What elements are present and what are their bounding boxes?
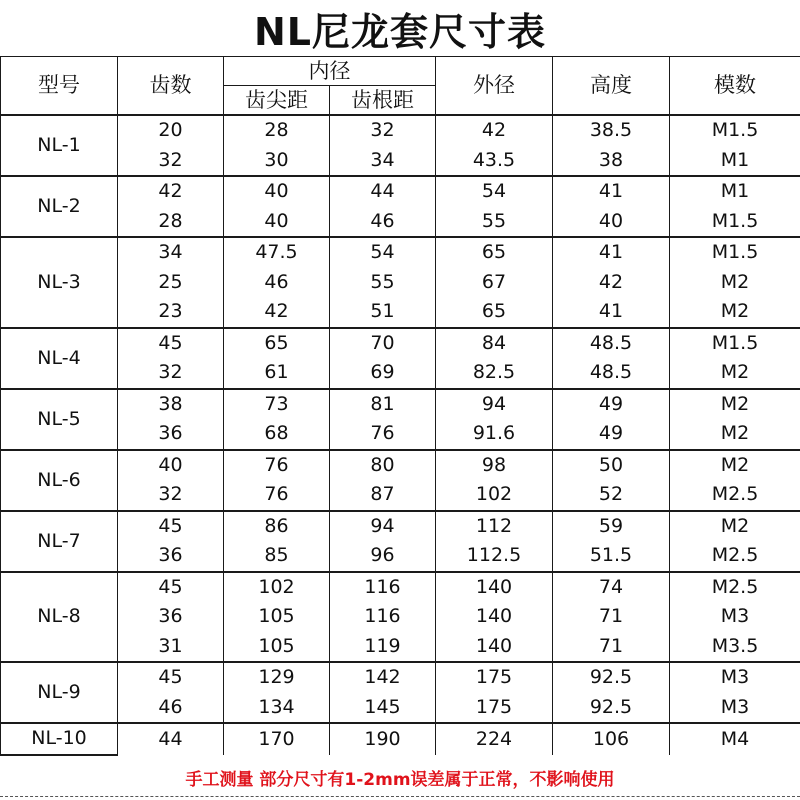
table-row: [1, 268, 800, 298]
root-distance-cell: 87: [330, 480, 436, 511]
height-cell: 38.5: [553, 115, 670, 146]
teeth-cell: 23: [118, 297, 224, 328]
outer-diameter-cell: 140: [436, 602, 553, 632]
module-cell: M2.5: [670, 480, 800, 511]
root-distance-cell: 46: [330, 207, 436, 238]
outer-diameter-cell: 67: [436, 268, 553, 298]
height-cell: 40: [553, 207, 670, 238]
teeth-cell: 32: [118, 358, 224, 389]
root-distance-cell: 51: [330, 297, 436, 328]
module-cell: M4: [670, 723, 800, 755]
root-distance-cell: 116: [330, 602, 436, 632]
tip-distance-cell: 40: [224, 176, 330, 207]
tip-distance-cell: 42: [224, 297, 330, 328]
outer-diameter-cell: 42: [436, 115, 553, 146]
outer-diameter-cell: 43.5: [436, 146, 553, 177]
tip-distance-cell: 102: [224, 572, 330, 603]
page-title: NL尼龙套尺寸表: [253, 9, 547, 54]
table-row: [1, 572, 800, 603]
module-cell: M2: [670, 358, 800, 389]
outer-diameter-cell: 91.6: [436, 419, 553, 450]
tip-distance-cell: 65: [224, 328, 330, 359]
outer-diameter-cell: 54: [436, 176, 553, 207]
module-cell: M2: [670, 389, 800, 420]
outer-diameter-cell: 55: [436, 207, 553, 238]
header-tip-distance: 齿尖距: [224, 86, 330, 116]
root-distance-cell: 54: [330, 237, 436, 268]
teeth-cell: 45: [118, 328, 224, 359]
tip-distance-cell: 46: [224, 268, 330, 298]
tip-distance-cell: 86: [224, 511, 330, 542]
outer-diameter-cell: 140: [436, 632, 553, 663]
table-row: [1, 632, 800, 663]
model-cell: NL-4: [1, 328, 118, 389]
teeth-cell: 45: [118, 511, 224, 542]
table-row: [1, 237, 800, 268]
outer-diameter-cell: 224: [436, 723, 553, 755]
size-table: [0, 56, 800, 756]
height-cell: 92.5: [553, 662, 670, 693]
table-row: [1, 693, 800, 724]
tip-distance-cell: 68: [224, 419, 330, 450]
teeth-cell: 38: [118, 389, 224, 420]
table-row: [1, 358, 800, 389]
header-model: 型号: [1, 57, 118, 116]
module-cell: M1.5: [670, 207, 800, 238]
outer-diameter-cell: 175: [436, 662, 553, 693]
header-teeth: 齿数: [118, 57, 224, 116]
teeth-cell: 44: [118, 723, 224, 755]
root-distance-cell: 69: [330, 358, 436, 389]
module-cell: M2.5: [670, 541, 800, 572]
tip-distance-cell: 105: [224, 602, 330, 632]
table-row: [1, 115, 800, 146]
height-cell: 49: [553, 419, 670, 450]
root-distance-cell: 145: [330, 693, 436, 724]
root-distance-cell: 94: [330, 511, 436, 542]
header-module: 模数: [670, 57, 800, 116]
model-cell: NL-6: [1, 450, 118, 511]
tip-distance-cell: 105: [224, 632, 330, 663]
model-cell: NL-7: [1, 511, 118, 572]
height-cell: 106: [553, 723, 670, 755]
model-cell: NL-1: [1, 115, 118, 176]
outer-diameter-cell: 102: [436, 480, 553, 511]
measurement-note: 手工测量 部分尺寸有1-2mm误差属于正常，不影响使用: [185, 769, 615, 790]
teeth-cell: 34: [118, 237, 224, 268]
teeth-cell: 46: [118, 693, 224, 724]
root-distance-cell: 34: [330, 146, 436, 177]
outer-diameter-cell: 112.5: [436, 541, 553, 572]
teeth-cell: 32: [118, 480, 224, 511]
module-cell: M2: [670, 511, 800, 542]
root-distance-cell: 44: [330, 176, 436, 207]
header-inner-diameter: 内径: [224, 57, 436, 86]
root-distance-cell: 96: [330, 541, 436, 572]
height-cell: 48.5: [553, 328, 670, 359]
module-cell: M2: [670, 297, 800, 328]
teeth-cell: 36: [118, 602, 224, 632]
height-cell: 74: [553, 572, 670, 603]
height-cell: 59: [553, 511, 670, 542]
teeth-cell: 42: [118, 176, 224, 207]
tip-distance-cell: 28: [224, 115, 330, 146]
tip-distance-cell: 170: [224, 723, 330, 755]
table-row: [1, 602, 800, 632]
height-cell: 41: [553, 176, 670, 207]
tip-distance-cell: 76: [224, 480, 330, 511]
bottom-divider: [0, 796, 800, 797]
root-distance-cell: 142: [330, 662, 436, 693]
module-cell: M1.5: [670, 237, 800, 268]
root-distance-cell: 80: [330, 450, 436, 481]
tip-distance-cell: 47.5: [224, 237, 330, 268]
model-cell: NL-3: [1, 237, 118, 328]
root-distance-cell: 70: [330, 328, 436, 359]
model-cell: NL-9: [1, 662, 118, 723]
module-cell: M3: [670, 662, 800, 693]
teeth-cell: 40: [118, 450, 224, 481]
outer-diameter-cell: 65: [436, 237, 553, 268]
height-cell: 71: [553, 632, 670, 663]
outer-diameter-cell: 82.5: [436, 358, 553, 389]
teeth-cell: 28: [118, 207, 224, 238]
module-cell: M1: [670, 146, 800, 177]
table-row: [1, 389, 800, 420]
header-height: 高度: [553, 57, 670, 116]
header-outer-diameter: 外径: [436, 57, 553, 116]
module-cell: M3: [670, 693, 800, 724]
outer-diameter-cell: 140: [436, 572, 553, 603]
tip-distance-cell: 85: [224, 541, 330, 572]
root-distance-cell: 190: [330, 723, 436, 755]
module-cell: M2.5: [670, 572, 800, 603]
tip-distance-cell: 129: [224, 662, 330, 693]
table-row: [1, 723, 800, 755]
height-cell: 92.5: [553, 693, 670, 724]
table-row: [1, 419, 800, 450]
table-row: [1, 662, 800, 693]
root-distance-cell: 119: [330, 632, 436, 663]
module-cell: M1.5: [670, 115, 800, 146]
teeth-cell: 32: [118, 146, 224, 177]
outer-diameter-cell: 112: [436, 511, 553, 542]
teeth-cell: 45: [118, 662, 224, 693]
module-cell: M3: [670, 602, 800, 632]
module-cell: M3.5: [670, 632, 800, 663]
outer-diameter-cell: 98: [436, 450, 553, 481]
table-row: [1, 541, 800, 572]
module-cell: M2: [670, 419, 800, 450]
root-distance-cell: 116: [330, 572, 436, 603]
table-row: [1, 146, 800, 177]
table-body: [1, 115, 800, 755]
header-root-distance: 齿根距: [330, 86, 436, 116]
model-cell: NL-2: [1, 176, 118, 237]
teeth-cell: 20: [118, 115, 224, 146]
tip-distance-cell: 61: [224, 358, 330, 389]
teeth-cell: 25: [118, 268, 224, 298]
root-distance-cell: 81: [330, 389, 436, 420]
model-cell: NL-8: [1, 572, 118, 663]
module-cell: M1: [670, 176, 800, 207]
model-cell: NL-5: [1, 389, 118, 450]
teeth-cell: 31: [118, 632, 224, 663]
tip-distance-cell: 40: [224, 207, 330, 238]
model-cell: NL-10: [1, 723, 118, 755]
height-cell: 49: [553, 389, 670, 420]
table-row: [1, 450, 800, 481]
table-row: [1, 207, 800, 238]
root-distance-cell: 55: [330, 268, 436, 298]
module-cell: M2: [670, 450, 800, 481]
height-cell: 52: [553, 480, 670, 511]
teeth-cell: 36: [118, 541, 224, 572]
tip-distance-cell: 134: [224, 693, 330, 724]
height-cell: 48.5: [553, 358, 670, 389]
height-cell: 42: [553, 268, 670, 298]
module-cell: M1.5: [670, 328, 800, 359]
root-distance-cell: 76: [330, 419, 436, 450]
height-cell: 51.5: [553, 541, 670, 572]
table-row: [1, 176, 800, 207]
height-cell: 50: [553, 450, 670, 481]
teeth-cell: 45: [118, 572, 224, 603]
height-cell: 71: [553, 602, 670, 632]
root-distance-cell: 32: [330, 115, 436, 146]
table-row: [1, 297, 800, 328]
height-cell: 38: [553, 146, 670, 177]
table-row: [1, 328, 800, 359]
module-cell: M2: [670, 268, 800, 298]
outer-diameter-cell: 94: [436, 389, 553, 420]
outer-diameter-cell: 84: [436, 328, 553, 359]
outer-diameter-cell: 65: [436, 297, 553, 328]
tip-distance-cell: 73: [224, 389, 330, 420]
table-row: [1, 480, 800, 511]
height-cell: 41: [553, 237, 670, 268]
teeth-cell: 36: [118, 419, 224, 450]
table-row: [1, 511, 800, 542]
height-cell: 41: [553, 297, 670, 328]
outer-diameter-cell: 175: [436, 693, 553, 724]
tip-distance-cell: 30: [224, 146, 330, 177]
tip-distance-cell: 76: [224, 450, 330, 481]
